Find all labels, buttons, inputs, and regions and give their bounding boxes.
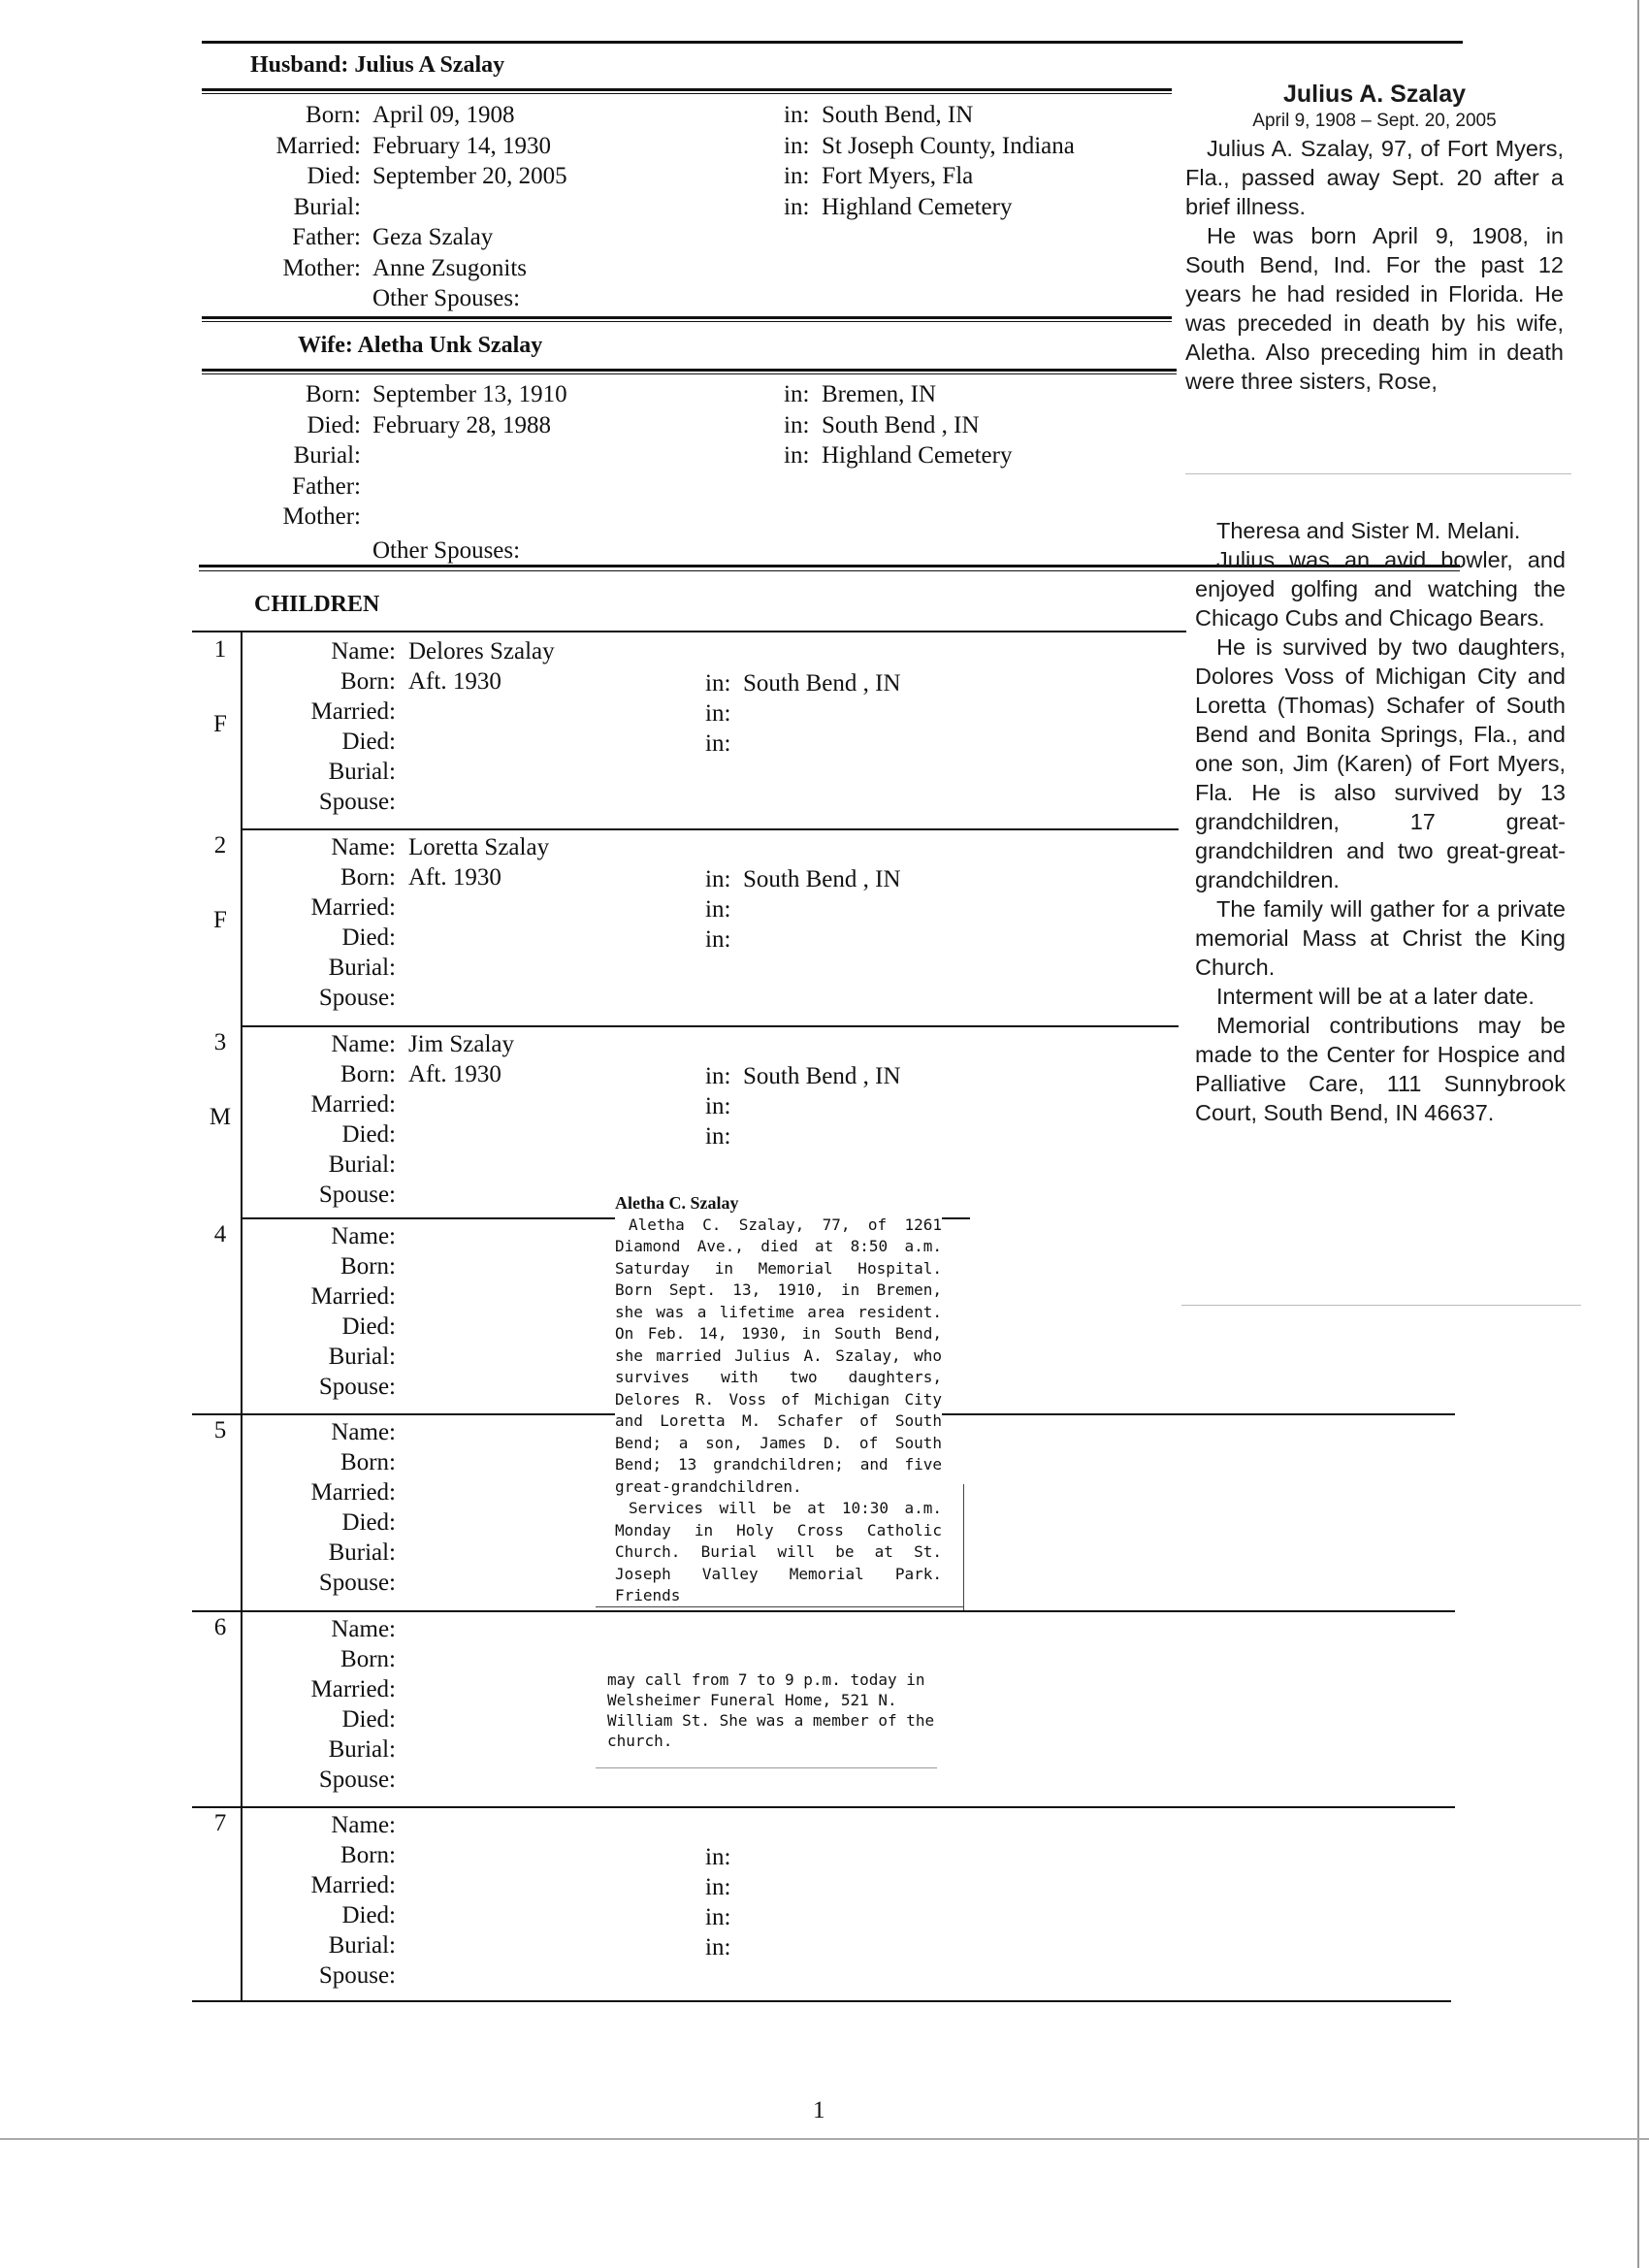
- husband-field-label: Born:: [306, 102, 361, 128]
- child-field-label: Born:: [340, 1646, 396, 1672]
- wife-field-label: Mother:: [282, 503, 361, 530]
- child-name-value: Jim Szalay: [408, 1031, 515, 1057]
- child-number: 4: [213, 1221, 227, 1247]
- husband-header: [250, 52, 504, 79]
- child-field-label: Burial:: [328, 1932, 396, 1959]
- wife-field-label: Father:: [292, 472, 361, 500]
- clipping-edge: [596, 1606, 964, 1607]
- child-field-label: Burial:: [328, 1539, 396, 1566]
- child-field-label: Name:: [331, 1419, 396, 1445]
- child-field-label: Married:: [310, 1676, 396, 1702]
- husband-name: Julius A Szalay: [354, 52, 505, 78]
- child-field-label: Burial:: [328, 955, 396, 981]
- husband-in-label: in:: [784, 132, 810, 159]
- child-field-label: Married:: [310, 698, 396, 725]
- page-edge-right: [1637, 0, 1639, 2268]
- husband-field-label: Father:: [292, 224, 361, 250]
- child-field-label: Married:: [310, 1479, 396, 1506]
- child-row-rule: [241, 828, 1179, 830]
- husband-field-value: April 09, 1908: [372, 102, 515, 128]
- child-field-label: Name:: [331, 1223, 396, 1249]
- children-header: CHILDREN: [254, 592, 380, 617]
- husband-field-label: Died:: [307, 163, 361, 189]
- wife-header: [298, 333, 542, 359]
- husband-in-label: in:: [784, 102, 810, 128]
- husband-place-value: South Bend, IN: [822, 102, 974, 128]
- obituary-julius-title: Julius A. Szalay: [1282, 81, 1467, 108]
- child-in-label: in:: [705, 700, 731, 727]
- child-in-label: in:: [705, 866, 731, 892]
- child-field-label: Spouse:: [318, 1766, 396, 1793]
- obituary-aletha-paragraph: Aletha C. Szalay, 77, of 1261 Diamond Ave., died at 8:50 a.m. Saturday in Memorial Hospital. Born Sept. 13, 1910, in Bremen, she was a lifetime area resident. On Feb. 14, 1930, in South Bend, she married Julius A. Szalay, who survives with two daughters, Delores R. Voss of Michigan City and Loretta M. Schafer of South Bend; a son, James D. of South Bend; 13 grandchildren; and five great-grandchildren.: [615, 1215, 942, 1496]
- child-in-label: in:: [705, 926, 731, 953]
- child-field-label: Married:: [310, 1091, 396, 1118]
- child-field-label: Died:: [341, 1509, 396, 1536]
- husband-place-value: St Joseph County, Indiana: [822, 132, 1075, 159]
- wife-place-value: Highland Cemetery: [822, 442, 1013, 469]
- child-field-label: Born:: [340, 1842, 396, 1868]
- child-field-label: Died:: [341, 924, 396, 951]
- child-field-label: Spouse:: [318, 1570, 396, 1596]
- child-row-rule: [241, 1025, 1179, 1027]
- husband-in-label: in:: [784, 193, 810, 220]
- husband-place-value: Fort Myers, Fla: [822, 163, 974, 189]
- child-field-label: Died:: [341, 729, 396, 755]
- wife-place-value: Bremen, IN: [822, 381, 937, 407]
- child-number: 1: [213, 636, 227, 663]
- child-field-label: Spouse:: [318, 1962, 396, 1989]
- wife-in-label: in:: [784, 442, 810, 469]
- child-born-value: Aft. 1930: [408, 864, 501, 891]
- clipping-cut-line: [1185, 473, 1571, 474]
- child-field-label: Name:: [331, 1812, 396, 1838]
- children-column-divider: [241, 632, 242, 2000]
- child-number: 5: [213, 1417, 227, 1443]
- child-field-label: Name:: [331, 1031, 396, 1057]
- child-name-value: Delores Szalay: [408, 638, 555, 664]
- child-field-label: Married:: [310, 894, 396, 921]
- child-field-label: Born:: [340, 668, 396, 695]
- child-field-label: Married:: [310, 1872, 396, 1898]
- obituary-julius-paragraph: He was born April 9, 1908, in South Bend, Ind. For the past 12 years he had resided in Florida. He was preceded in death by his wife, Aletha. Also preceding him in death were three sisters, Rose,: [1185, 223, 1564, 394]
- child-field-label: Died:: [341, 1902, 396, 1928]
- child-field-label: Spouse:: [318, 985, 396, 1011]
- child-field-label: Born:: [340, 1449, 396, 1475]
- child-field-label: Born:: [340, 864, 396, 891]
- wife-top-rule: [202, 316, 1172, 319]
- child-field-label: Born:: [340, 1253, 396, 1280]
- wife-in-label: in:: [784, 381, 810, 407]
- obituary-julius-paragraph: Theresa and Sister M. Melani.: [1216, 518, 1521, 543]
- obituary-julius-paragraph: Memorial contributions may be made to the Center for Hospice and Palliative Care, 111 Sunnybrook Court, South Bend, IN 46637.: [1195, 1013, 1566, 1125]
- obituary-julius-clipping: [1185, 80, 1564, 396]
- child-born-value: Aft. 1930: [408, 668, 501, 695]
- child-number: 6: [213, 1614, 227, 1640]
- husband-other-spouses-label: Other Spouses:: [372, 285, 521, 311]
- wife-in-label: in:: [784, 411, 810, 438]
- husband-rule-thin: [202, 93, 1172, 94]
- obituary-julius-paragraph: Julius A. Szalay, 97, of Fort Myers, Fla., passed away Sept. 20 after a brief illness.: [1185, 136, 1564, 219]
- child-name-value: Loretta Szalay: [408, 834, 550, 860]
- obituary-julius-clipping-continued: [1195, 516, 1566, 1127]
- husband-field-value: Geza Szalay: [372, 224, 494, 250]
- children-header-rule: [192, 631, 1186, 632]
- child-field-label: Burial:: [328, 759, 396, 785]
- page-edge-bottom: [0, 2138, 1649, 2140]
- child-born-place: South Bend , IN: [743, 1063, 901, 1089]
- child-in-label: in:: [705, 1123, 731, 1150]
- child-field-label: Name:: [331, 1616, 396, 1642]
- child-in-label: in:: [705, 1934, 731, 1960]
- obituary-julius-paragraph: Julius was an avid bowler, and enjoyed golfing and watching the Chicago Cubs and Chicago Bears.: [1195, 547, 1566, 631]
- child-row-rule: [192, 1610, 1455, 1612]
- wife-field-label: Born:: [306, 381, 361, 407]
- child-number: 3: [213, 1029, 227, 1055]
- wife-field-value: February 28, 1988: [372, 411, 551, 438]
- clipping-edge: [963, 1484, 964, 1610]
- obituary-aletha-clipping: [615, 1192, 942, 1607]
- wife-other-spouses-label: Other Spouses:: [372, 536, 521, 564]
- wife-field-label: Died:: [307, 411, 361, 438]
- wife-name: Aletha Unk Szalay: [357, 333, 543, 358]
- child-field-label: Spouse:: [318, 789, 396, 815]
- page-number: 1: [813, 2097, 825, 2123]
- husband-field-label: Married:: [275, 132, 361, 159]
- child-row-rule: [192, 1806, 1455, 1808]
- husband-header-label: Husband:: [250, 52, 349, 78]
- clipping-cut-line: [1181, 1305, 1581, 1306]
- husband-field-value: February 14, 1930: [372, 132, 551, 159]
- husband-in-label: in:: [784, 163, 810, 189]
- child-field-label: Died:: [341, 1706, 396, 1733]
- child-in-label: in:: [705, 730, 731, 757]
- child-field-label: Spouse:: [318, 1182, 396, 1208]
- husband-field-value: Anne Zsugonits: [372, 254, 528, 281]
- wife-field-value: September 13, 1910: [372, 381, 567, 407]
- child-field-label: Burial:: [328, 1736, 396, 1763]
- child-field-label: Burial:: [328, 1151, 396, 1178]
- children-bottom-rule: [192, 2000, 1451, 2002]
- child-sex: M: [209, 1104, 232, 1130]
- child-field-label: Died:: [341, 1121, 396, 1148]
- wife-field-label: Burial:: [293, 442, 361, 469]
- child-sex: F: [213, 711, 227, 737]
- wife-rule-thin: [202, 373, 1177, 374]
- obituary-julius-paragraph: Interment will be at a later date.: [1216, 984, 1535, 1009]
- obituary-aletha-paragraph: Services will be at 10:30 a.m. Monday in Holy Cross Catholic Church. Burial will be at St. Joseph Valley Memorial Park. Friends: [615, 1499, 942, 1604]
- child-field-label: Spouse:: [318, 1374, 396, 1400]
- child-number: 7: [213, 1810, 227, 1836]
- child-in-label: in:: [705, 1874, 731, 1900]
- child-in-label: in:: [705, 1904, 731, 1930]
- wife-header-label: Wife:: [298, 333, 353, 358]
- wife-rule: [202, 369, 1177, 372]
- child-number: 2: [213, 832, 227, 859]
- child-in-label: in:: [705, 1844, 731, 1870]
- husband-field-label: Burial:: [293, 193, 361, 220]
- obituary-julius-paragraph: The family will gather for a private memorial Mass at Christ the King Church.: [1195, 896, 1566, 980]
- obituary-julius-paragraph: He is survived by two daughters, Dolores Voss of Michigan City and Loretta (Thomas) Schafer of South Bend and Bonita Springs, Fla., and one son, Jim (Karen) of Fort Myers, Fla. He is also survived by 13 grandchildren, 17 great-grandchildren and two great-great-grandchildren.: [1195, 634, 1566, 892]
- husband-field-value: September 20, 2005: [372, 163, 567, 189]
- child-in-label: in:: [705, 1063, 731, 1089]
- husband-place-value: Highland Cemetery: [822, 193, 1013, 220]
- child-sex: F: [213, 907, 227, 933]
- obituary-aletha-paragraph: may call from 7 to 9 p.m. today in Welsheimer Funeral Home, 521 N. William St. She was a member of the church.: [607, 1670, 935, 1750]
- child-in-label: in:: [705, 896, 731, 923]
- clipping-edge: [596, 1767, 937, 1768]
- child-field-label: Married:: [310, 1283, 396, 1310]
- wife-top-rule-thin: [202, 321, 1172, 322]
- child-field-label: Name:: [331, 834, 396, 860]
- husband-field-label: Mother:: [282, 254, 361, 281]
- child-in-label: in:: [705, 1093, 731, 1119]
- child-born-place: South Bend , IN: [743, 866, 901, 892]
- husband-rule: [202, 88, 1172, 91]
- top-rule: [202, 41, 1463, 44]
- child-field-label: Born:: [340, 1061, 396, 1087]
- child-field-label: Burial:: [328, 1344, 396, 1370]
- child-born-value: Aft. 1930: [408, 1061, 501, 1087]
- obituary-aletha-title: Aletha C. Szalay: [615, 1193, 739, 1213]
- wife-place-value: South Bend , IN: [822, 411, 980, 438]
- child-in-label: in:: [705, 670, 731, 697]
- child-field-label: Name:: [331, 638, 396, 664]
- child-born-place: South Bend , IN: [743, 670, 901, 697]
- obituary-julius-dates: April 9, 1908 – Sept. 20, 2005: [1252, 111, 1497, 131]
- obituary-aletha-clipping-continued: [607, 1654, 937, 1766]
- child-field-label: Died:: [341, 1313, 396, 1340]
